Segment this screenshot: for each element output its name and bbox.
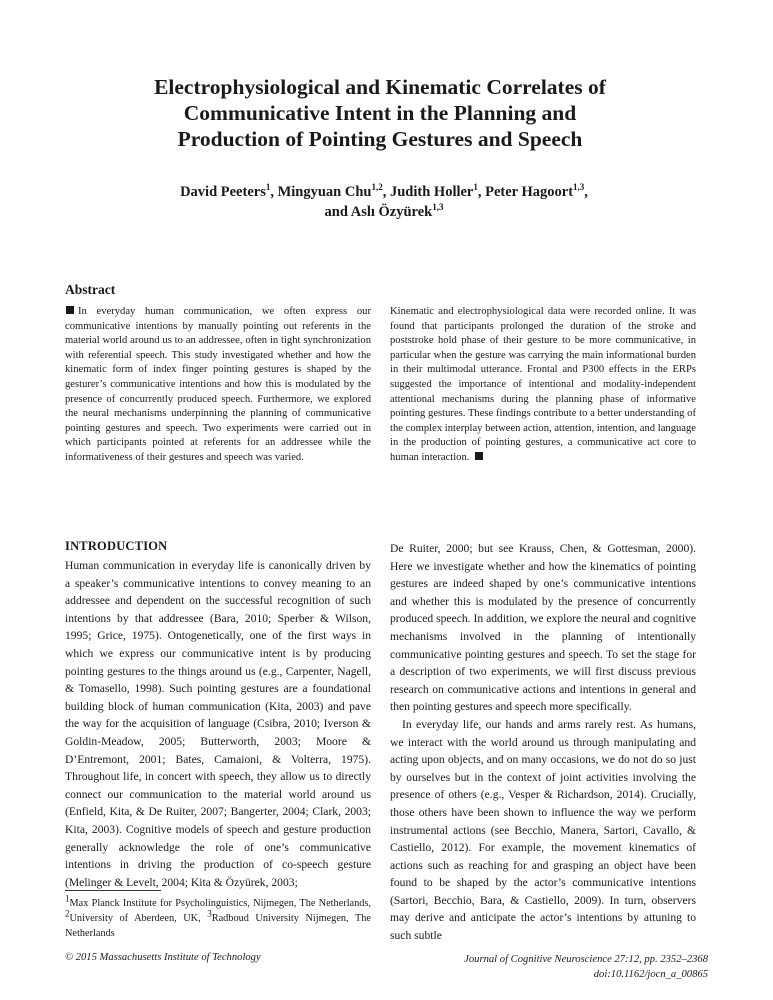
abstract-heading: Abstract (65, 282, 116, 297)
doi-text: doi:10.1162/jocn_a_00865 (593, 969, 708, 980)
title-line: Electrophysiological and Kinematic Correlates of (154, 75, 606, 99)
journal-citation: Journal of Cognitive Neuroscience 27:12, pp. 2352–2368 (464, 954, 708, 965)
abstract-text-right: Kinematic and electrophysiological data were recorded online. It was found that participants prolonged the duration of the stroke and poststroke hold phase of their gesture to be more communicative, in particular when the gesture was carrying the main informational burden in their multimodal utterance. Frontal and P300 effects in the ERPs suggested the importance of intentional and modality-independent attentional mechanisms during the planning phase of informative pointing gestures. These findings contribute to a better understanding of the complex interplay between action, attention, intention, and language in the production of pointing gestures, a communicative act core to human interaction. (390, 306, 696, 463)
abstract-right-column (390, 305, 696, 466)
affiliation-marker: 2 (65, 908, 70, 919)
body-paragraph: Human communication in everyday life is canonically driven by a speaker’s communicative intentions to convey meaning to an addressee and dependent on the successful recognition of such intentions by that addressee (Bara, 2010; Sperber & Wilson, 1995; Grice, 1975). Ontogenetically, one of the first ways in which we express our communicative intent is by producing pointing gestures to the things around us (e.g., Carpenter, Nagell, & Tomasello, 1998). Such pointing gestures are a foundational building block of human communication (Kita, 2003) and pave the way for the acquisition of language (Csibra, 2010; Iverson & Goldin-Meadow, 2005; Butterworth, 2003; Moore & D’Entremont, 2001; Bates, Camaioni, & Volterra, 1975). Throughout life, in concert with speech, they allow us to directly connect our communication to the material world around us (Enfield, Kita, & De Ruiter, 2007; Bangerter, 2004; Clark, 2003; Kita, 2003). Cognitive models of speech and gesture production generally acknowledge the role of one’s communicative intentions in driving the production of co-speech gesture (Melinger & Levelt, 2004; Kita & Özyürek, 2003; (65, 559, 371, 889)
author-name: Mingyuan Chu (277, 184, 372, 200)
body-left-column (65, 557, 371, 891)
section-heading-introduction: INTRODUCTION (65, 539, 168, 553)
title-line: Communicative Intent in the Planning and (183, 101, 577, 125)
affiliation-marker: 1 (65, 893, 70, 904)
journal-footer (464, 952, 708, 982)
author-separator: , (382, 184, 390, 200)
author-separator: , (270, 184, 278, 200)
affiliation-marker: 3 (207, 908, 212, 919)
abstract-end-square-icon (475, 452, 483, 460)
abstract-start-square-icon (66, 306, 74, 314)
body-paragraph: De Ruiter, 2000; but see Krauss, Chen, & Gottesman, 2000). Here we investigate whether and how the kinematics of pointing gestures are indeed shaped by one’s communicative intentions and whether this is modulated by the presence of concurrently produced speech. In addition, we explore the neural and cognitive mechanisms involved in the planning of intentionally communicative pointing gestures and speech. To set the stage for a description of two experiments, we will first discuss previous research on communicative actions and intentions in general and then pointing gestures and speech more specifically. (390, 542, 696, 714)
author-name: Peter Hagoort (485, 184, 574, 200)
affiliation-text: University of Aberdeen, UK, (69, 912, 208, 924)
author-name: David Peeters (180, 184, 266, 200)
body-paragraph: In everyday life, our hands and arms rarely rest. As humans, we interact with the world around us through manipulating and acting upon objects, and on many occasions, we do not do so just by ourselves but in the context of joint activities involving the presence of others (e.g., Vesper & Richardson, 2014). Crucially, those others have been shown to influence the way we perform instrumental actions (see Becchio, Manera, Sartori, Cavallo, & Castiello, 2012). For example, the movement kinematics of actions such as reaching for and grasping an object have been found to be shaped by the actor’s communicative intentions (Sartori, Becchio, Bara, & Castiello, 2009). In turn, observers may derive and anticipate the actor’s intentions by attuning to such subtle (390, 717, 696, 943)
paper-title (60, 74, 700, 152)
title-line: Production of Pointing Gestures and Speech (177, 127, 583, 151)
author-name: Judith Holler (389, 184, 474, 200)
copyright-notice: © 2015 Massachusetts Institute of Technology (65, 952, 261, 963)
affiliation-marker: 1,3 (573, 182, 585, 193)
author-separator: , (477, 184, 486, 200)
footnote-divider (65, 890, 161, 891)
affiliation-marker: 1 (265, 182, 271, 193)
affiliation-marker: 1,3 (432, 202, 444, 213)
author-line (100, 182, 668, 202)
affiliations-footnote (65, 893, 371, 941)
abstract-text-left: In everyday human communication, we often express our communicative intentions by manually pointing out referents in the material world around us to an addressee, often in tight synchronization with referential speech. This study investigated whether and how the kinematic form of index finger pointing gestures is shaped by the gesturer’s communicative intentions and how this is modulated by the presence of concurrently produced speech. Furthermore, we explored the neural mechanisms underpinning the planning of communicative pointing gestures and speech. Two experiments were carried out in which participants pointed at referents for an addressee while the informativeness of their gestures and speech was varied. (65, 306, 371, 463)
affiliation-marker: 1 (473, 182, 478, 193)
abstract-left-column (65, 305, 371, 466)
body-right-column (390, 540, 696, 945)
affiliation-text: Radboud University Nijmegen, The Netherlands (65, 912, 371, 939)
affiliation-marker: 1,2 (371, 182, 383, 193)
author-list (100, 182, 668, 222)
affiliation-text: Max Planck Institute for Psycholinguistics, Nijmegen, The Netherlands, (69, 898, 371, 909)
author-name: and Aslı Özyürek (324, 204, 433, 220)
author-line (100, 202, 668, 222)
author-separator: , (584, 184, 588, 200)
